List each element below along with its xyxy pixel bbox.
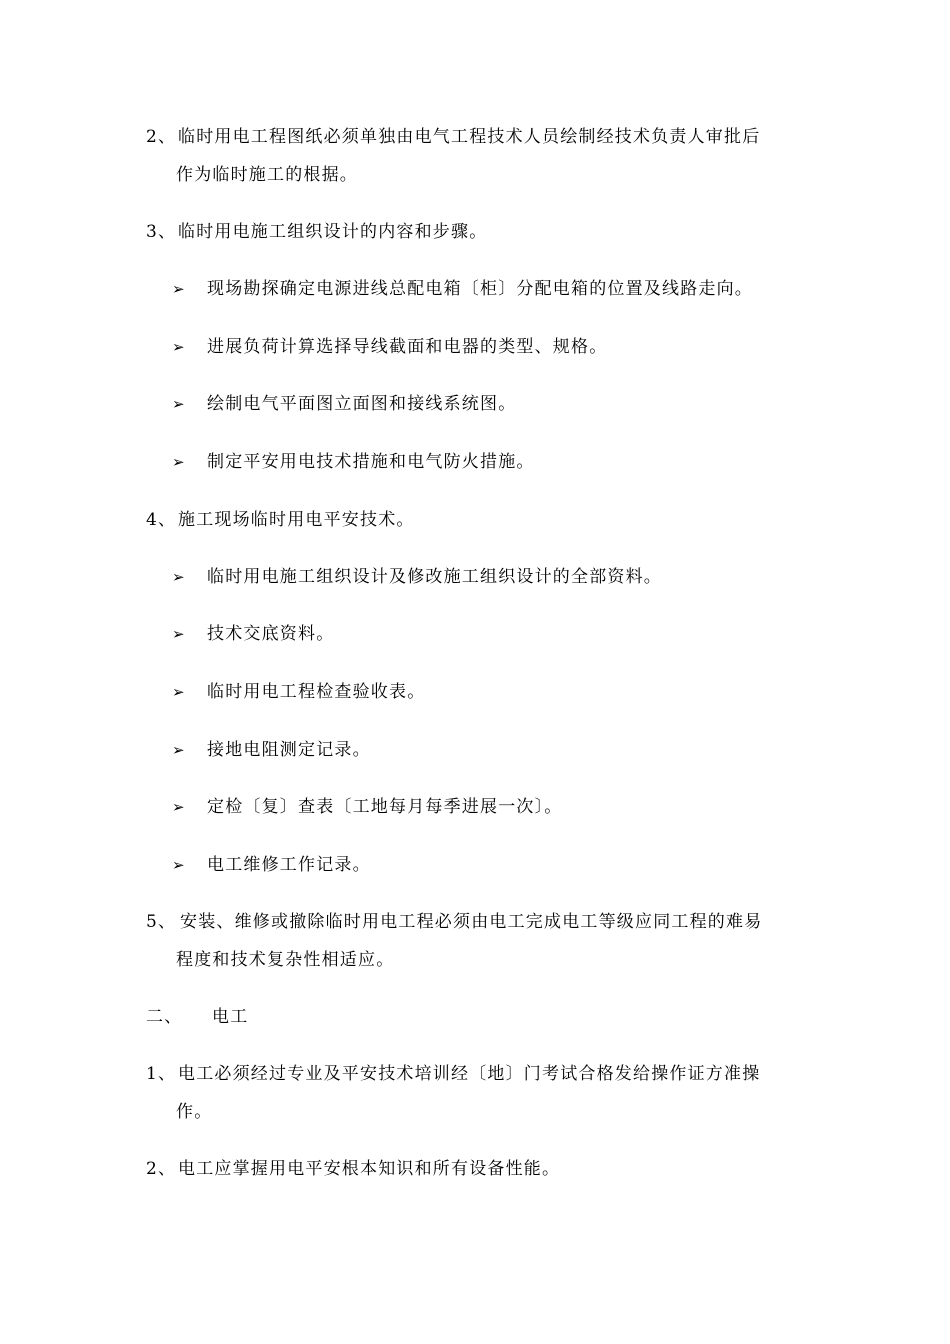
bullet-text: 进展负荷计算选择导线截面和电器的类型、规格。 — [207, 337, 608, 357]
item-5-continuation: 程度和技术复杂性相适应。 — [176, 950, 395, 970]
bullet-text: 电工维修工作记录。 — [207, 855, 371, 875]
item-number: 1、 — [146, 1064, 177, 1084]
item-text: 临时用电工程图纸必须单独由电气工程技术人员绘制经技术负责人审批后 — [178, 127, 761, 147]
section-title: 电工 — [212, 1007, 249, 1027]
bullet-arrow-icon: ➢ — [172, 453, 186, 471]
bullet-arrow-icon: ➢ — [172, 683, 186, 701]
bullet-arrow-icon: ➢ — [172, 338, 186, 356]
bullet-arrow-icon: ➢ — [172, 798, 186, 816]
item-text: 电工必须经过专业及平安技术培训经〔地〕门考试合格发给操作证方准操 — [178, 1064, 761, 1084]
bullet-text: 绘制电气平面图立面图和接线系统图。 — [207, 394, 517, 414]
item-text: 临时用电施工组织设计的内容和步骤。 — [178, 222, 488, 242]
bullet-arrow-icon: ➢ — [172, 395, 186, 413]
bullet-arrow-icon: ➢ — [172, 568, 186, 586]
bullet-text: 接地电阻测定记录。 — [207, 740, 371, 760]
item-number: 2、 — [146, 127, 177, 147]
item-text: 电工应掌握用电平安根本知识和所有设备性能。 — [178, 1159, 561, 1179]
bullet-text: 临时用电工程检查验收表。 — [207, 682, 426, 702]
section-item-1-continuation: 作。 — [176, 1102, 213, 1122]
bullet-text: 制定平安用电技术措施和电气防火措施。 — [207, 452, 535, 472]
item-text: 施工现场临时用电平安技术。 — [178, 510, 415, 530]
bullet-text: 现场勘探确定电源进线总配电箱〔柜〕分配电箱的位置及线路走向。 — [207, 279, 753, 299]
item-number: 5、 — [146, 912, 177, 932]
bullet-text: 技术交底资料。 — [207, 624, 335, 644]
bullet-arrow-icon: ➢ — [172, 625, 186, 643]
bullet-arrow-icon: ➢ — [172, 280, 186, 298]
bullet-text: 临时用电施工组织设计及修改施工组织设计的全部资料。 — [207, 567, 662, 587]
item-number: 2、 — [146, 1159, 177, 1179]
item-number: 3、 — [146, 222, 177, 242]
item-text: 安装、维修或撤除临时用电工程必须由电工完成电工等级应同工程的难易 — [180, 912, 763, 932]
section-number: 二、 — [146, 1007, 183, 1027]
bullet-arrow-icon: ➢ — [172, 856, 186, 874]
item-2-continuation: 作为临时施工的根据。 — [176, 165, 358, 185]
item-number: 4、 — [146, 510, 177, 530]
bullet-arrow-icon: ➢ — [172, 741, 186, 759]
bullet-text: 定检〔复〕查表〔工地每月每季进展一次〕。 — [207, 797, 563, 817]
